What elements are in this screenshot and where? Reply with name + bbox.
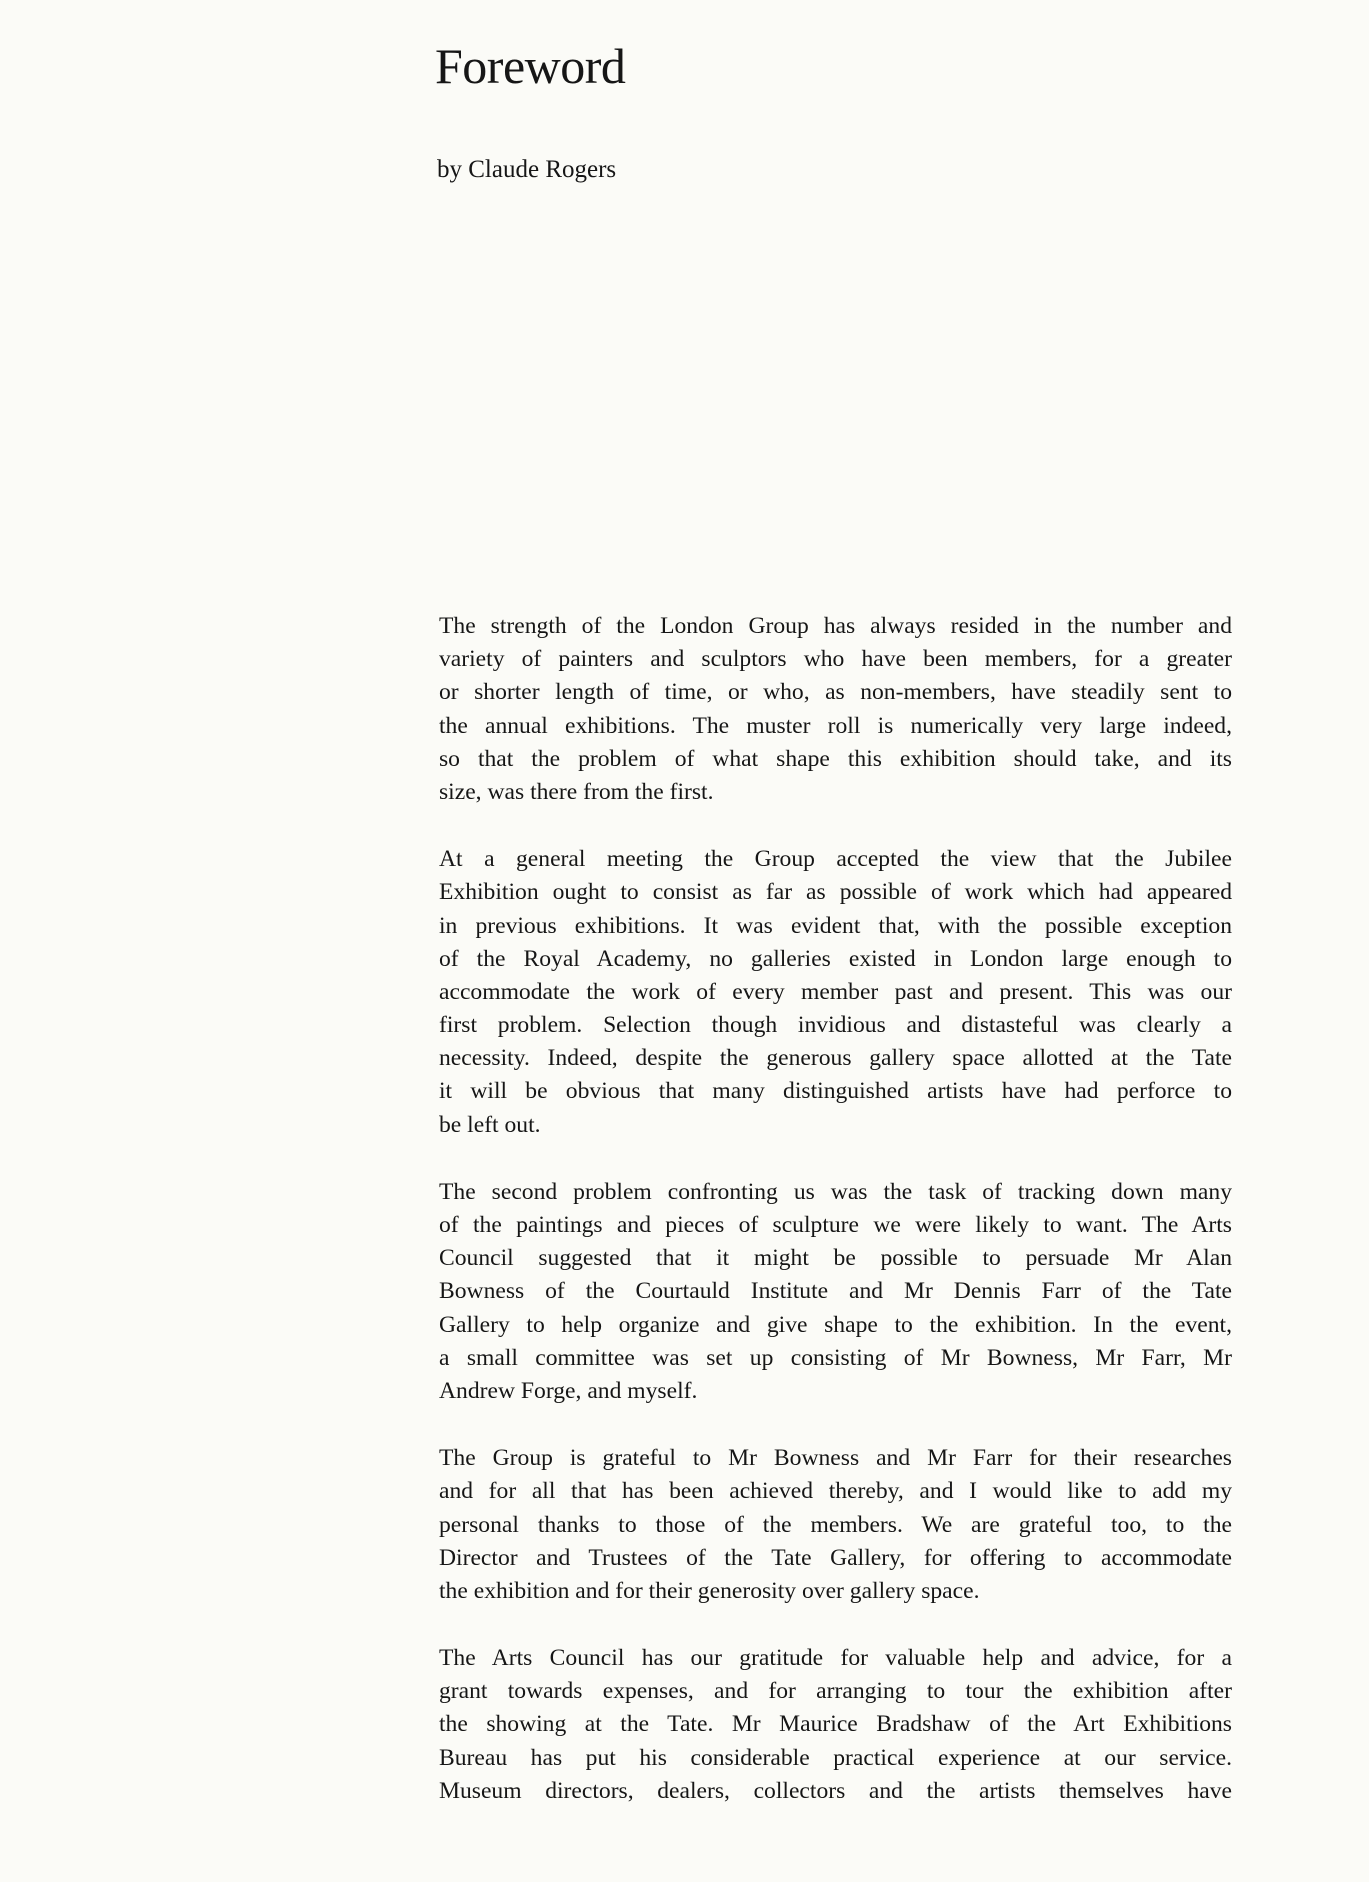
paragraph-line: Bureau has put his considerable practical experience at our service. bbox=[439, 1744, 1232, 1771]
paragraph bbox=[439, 610, 1232, 809]
paragraph-line: Exhibition ought to consist as far as possible of work which had appeared bbox=[439, 879, 1232, 906]
paragraph-line: At a general meeting the Group accepted the view that the Jubilee bbox=[439, 846, 1232, 873]
paragraph-line: it will be obvious that many distinguished artists have had perforce to bbox=[439, 1078, 1232, 1105]
paragraph-line: The second problem confronting us was the task of tracking down many bbox=[439, 1178, 1232, 1205]
paragraph-line: necessity. Indeed, despite the generous gallery space allotted at the Tate bbox=[439, 1045, 1232, 1072]
paragraph-line: The Arts Council has our gratitude for valuable help and advice, for a bbox=[439, 1645, 1232, 1672]
paragraph-line: The strength of the London Group has always resided in the number and bbox=[439, 613, 1232, 639]
paragraph-line: variety of painters and sculptors who have been members, for a greater bbox=[439, 646, 1232, 673]
paragraph-line: in previous exhibitions. It was evident that, with the possible exception bbox=[439, 912, 1232, 939]
paragraph-line: be left out. bbox=[439, 1111, 541, 1138]
paragraph-line: Director and Trustees of the Tate Gallery, for offering to accommodate bbox=[439, 1544, 1232, 1571]
paragraph-line: Gallery to help organize and give shape to the exhibition. In the event, bbox=[439, 1311, 1232, 1338]
foreword-body bbox=[439, 610, 1232, 1842]
page-title: Foreword bbox=[435, 38, 626, 94]
paragraph-line: Council suggested that it might be possible to persuade Mr Alan bbox=[439, 1245, 1232, 1272]
paragraph-line: personal thanks to those of the members. We are grateful too, to the bbox=[439, 1511, 1232, 1538]
paragraph-line: first problem. Selection though invidious and distasteful was clearly a bbox=[439, 1012, 1232, 1039]
paragraph-line: The Group is grateful to Mr Bowness and Mr Farr for their researches bbox=[439, 1445, 1232, 1472]
paragraph-line: of the Royal Academy, no galleries existed in London large enough to bbox=[439, 945, 1232, 972]
paragraph-line: a small committee was set up consisting of Mr Bowness, Mr Farr, Mr bbox=[439, 1344, 1232, 1371]
paragraph-line: of the paintings and pieces of sculpture we were likely to want. The Arts bbox=[439, 1212, 1232, 1238]
author-byline: by Claude Rogers bbox=[437, 156, 617, 183]
paragraph-line: so that the problem of what shape this exhibition should take, and its bbox=[439, 745, 1232, 772]
paragraph-line: or shorter length of time, or who, as non-members, have steadily sent to bbox=[439, 679, 1232, 706]
paragraph bbox=[439, 1642, 1232, 1808]
paragraph-line: grant towards expenses, and for arranging to tour the exhibition after bbox=[439, 1678, 1232, 1705]
paragraph-line: the exhibition and for their generosity over gallery space. bbox=[439, 1577, 980, 1604]
paragraph bbox=[439, 1442, 1232, 1608]
paragraph-line: size, was there from the first. bbox=[439, 778, 714, 805]
paragraph-line: Museum directors, dealers, collectors and the artists themselves have bbox=[439, 1777, 1232, 1804]
paragraph-line: Bowness of the Courtauld Institute and Mr Dennis Farr of the Tate bbox=[439, 1278, 1232, 1305]
paragraph-line: the showing at the Tate. Mr Maurice Bradshaw of the Art Exhibitions bbox=[439, 1711, 1232, 1738]
paragraph bbox=[439, 1176, 1232, 1408]
paragraph-line: accommodate the work of every member past and present. This was our bbox=[439, 978, 1232, 1005]
paragraph bbox=[439, 843, 1232, 1142]
paragraph-line: Andrew Forge, and myself. bbox=[439, 1377, 698, 1404]
paragraph-line: and for all that has been achieved thereby, and I would like to add my bbox=[439, 1478, 1232, 1505]
paragraph-line: the annual exhibitions. The muster roll is numerically very large indeed, bbox=[439, 712, 1232, 739]
